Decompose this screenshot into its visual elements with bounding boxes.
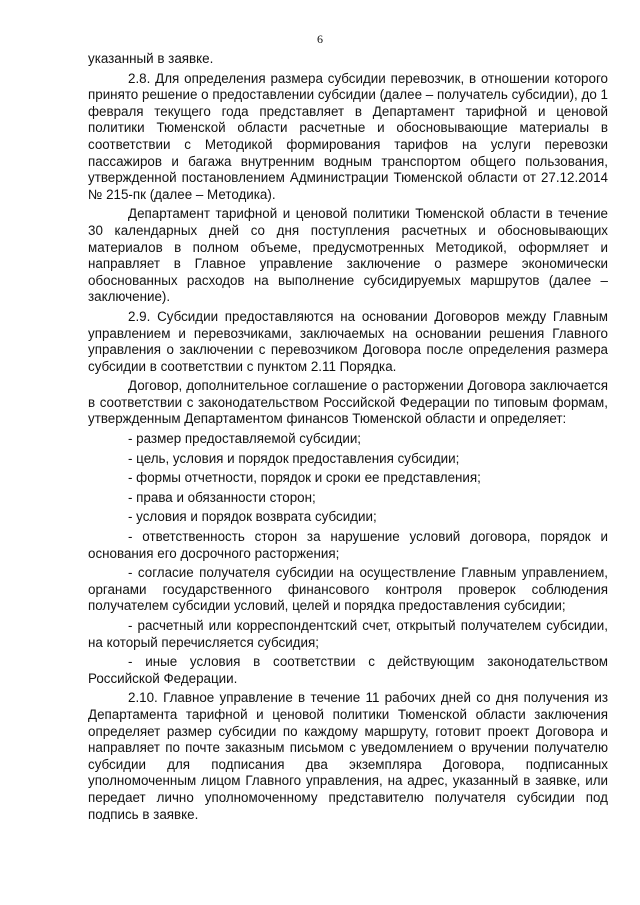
list-item-subsidy-goal: - цель, условия и порядок предоставления субсидии; (128, 450, 460, 466)
list-item-subsidy-size: - размер предоставляемой субсидии; (128, 431, 362, 447)
paragraph-2-9: 2.9. Субсидии предоставляются на основании Договоров между Главным управлением и перевозчиками, заключаемых на основании решения Главного управления о заключении с перевозчиком Договора после определения размера субсидии в соответствии с пунктом 2.11 Порядка. (88, 308, 608, 374)
list-item-bank-account: - расчетный или корреспондентский счет, открытый получателем субсидии, на который перечисляется субсидия; (88, 618, 608, 650)
list-item-responsibility: - ответственность сторон за нарушение условий договора, порядок и основания его досрочного расторжения; (88, 529, 608, 561)
document-body (88, 51, 608, 826)
list-item-consent: - согласие получателя субсидии на осуществление Главным управлением, органами государственного финансового контроля проверок соблюдения получателем субсидии условий, целей и порядка предоставления субсидии; (88, 565, 608, 614)
list-item-reporting-forms: - формы отчетности, порядок и сроки ее представления; (128, 470, 481, 486)
paragraph-department-conclusion: Департамент тарифной и ценовой политики Тюменской области в течение 30 календарных дней со дня поступления расчетных и обосновывающих материалов в полном объеме, предусмотренных Методикой, оформляет и направляет в Главное управление заключение о размере экономически обоснованных расходов на выполнение субсидируемых маршрутов (далее – заключение). (88, 206, 608, 305)
paragraph-2-8: 2.8. Для определения размера субсидии перевозчик, в отношении которого принято решение о предоставлении субсидии (далее – получатель субсидии), до 1 февраля текущего года представляет в Департамент тарифной и ценовой политики Тюменской области расчетные и обосновывающие материалы в соответствии с Методикой формирования тарифов на услуги перевозки пассажиров и багажа внутренним водным транспортом общего пользования, утвержденной постановлением Администрации Тюменской области от 27.12.2014 № 215-пк (далее – Методика). (88, 70, 608, 202)
paragraph-2-10: 2.10. Главное управление в течение 11 рабочих дней со дня получения из Департамента тарифной и ценовой политики Тюменской области заключения определяет размер субсидии по каждому маршруту, готовит проект Договора и направляет по почте заказным письмом с уведомлением о вручении получателю субсидии для подписания два экземпляра Договора, подписанных уполномоченным лицом Главного управления, на адрес, указанный в заявке, или передает лично уполномоченному представителю получателя субсидии под подпись в заявке. (88, 690, 608, 822)
list-item-rights-duties: - права и обязанности сторон; (128, 489, 316, 505)
paragraph-continuation: указанный в заявке. (88, 51, 214, 66)
list-item-other-conditions: - иные условия в соответствии с действующим законодательством Российской Федерации. (88, 654, 608, 686)
page-number: 6 (317, 32, 323, 46)
list-item-refund-conditions: - условия и порядок возврата субсидии; (128, 509, 377, 525)
paragraph-contract-terms: Договор, дополнительное соглашение о расторжении Договора заключается в соответствии с законодательством Российской Федерации по типовым формам, утвержденным Департаментом финансов Тюменской области и определяет: (88, 378, 608, 427)
